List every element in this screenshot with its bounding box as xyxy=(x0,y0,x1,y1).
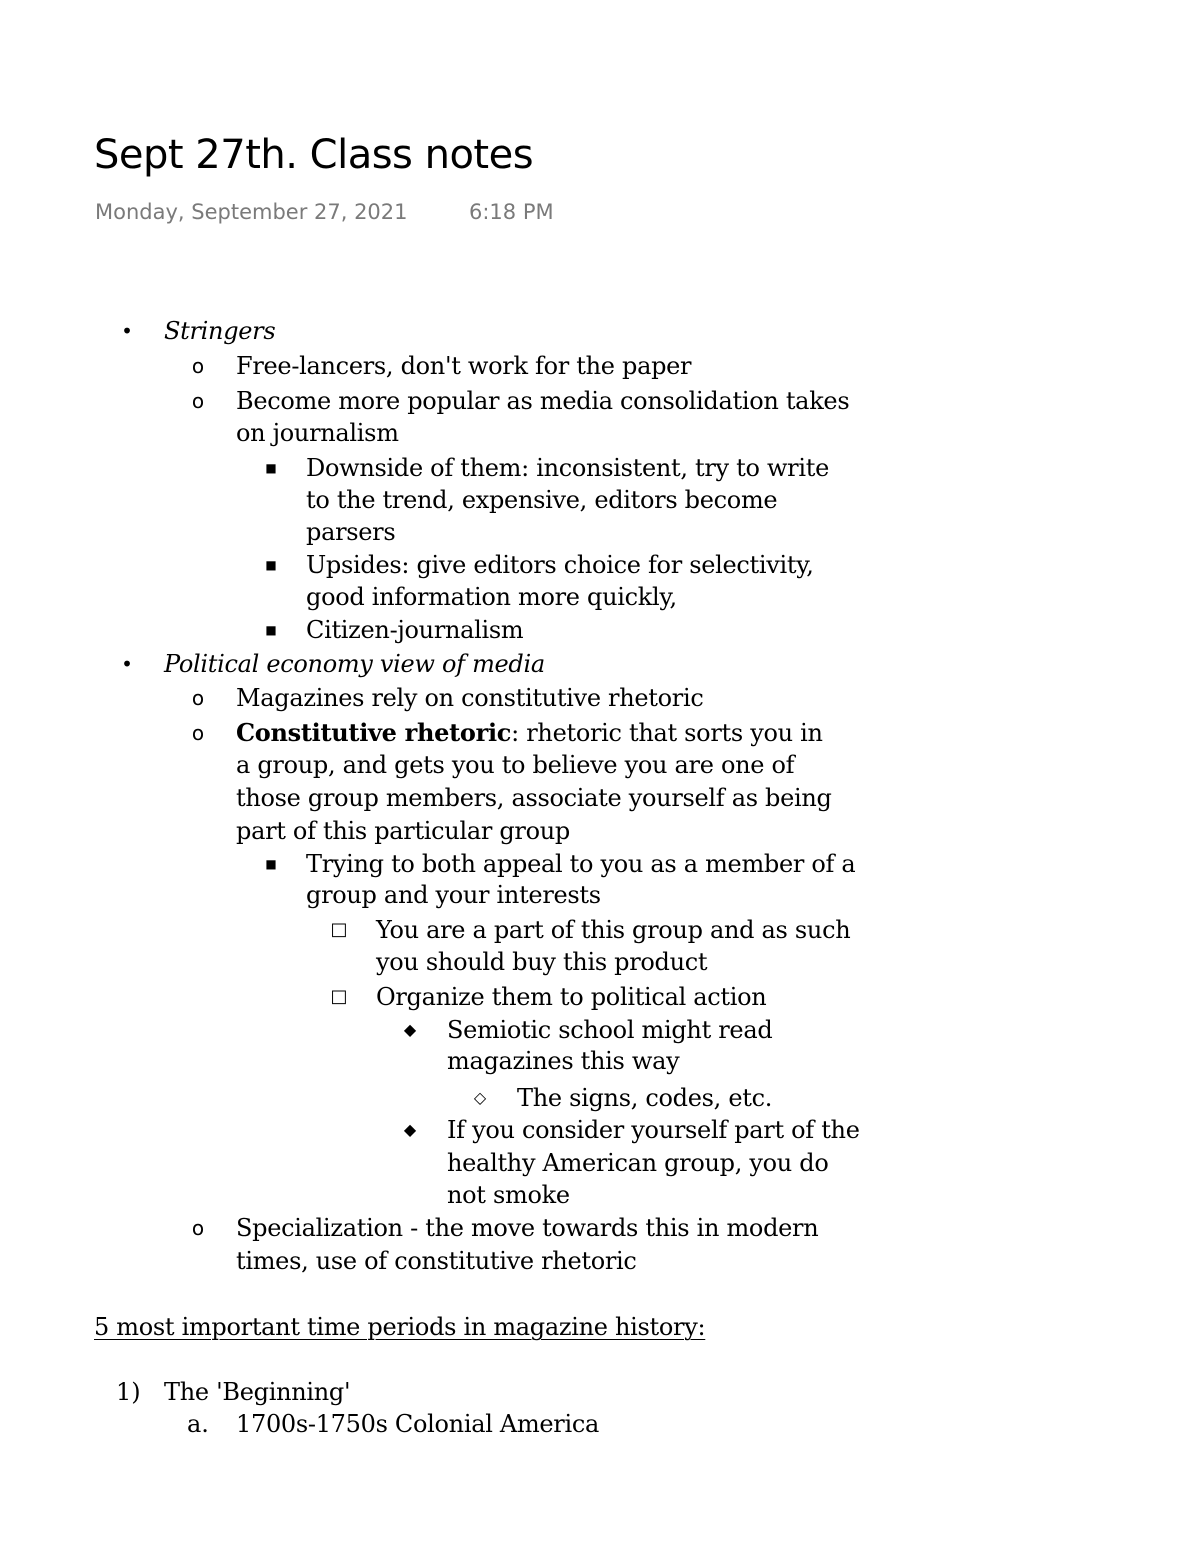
list-number: 1) xyxy=(116,1378,141,1406)
list-item: Political economy view of media xyxy=(164,650,545,678)
list-item-continuation: healthy American group, you do xyxy=(447,1149,829,1177)
hollow-circle-icon: o xyxy=(191,1216,205,1240)
list-item: Magazines rely on constitutive rhetoric xyxy=(236,684,704,712)
list-item-continuation: part of this particular group xyxy=(236,817,570,845)
list-item: Free-lancers, don't work for the paper xyxy=(236,352,692,380)
hollow-square-icon: □ xyxy=(330,986,348,1007)
list-item: The signs, codes, etc. xyxy=(517,1084,773,1112)
hollow-circle-icon: o xyxy=(191,389,205,413)
list-item: Organize them to political action xyxy=(376,983,767,1011)
list-item-continuation: parsers xyxy=(306,518,396,546)
list-item-continuation: to the trend, expensive, editors become xyxy=(306,486,778,514)
list-item: The 'Beginning' xyxy=(164,1378,351,1406)
filled-diamond-icon: ◆ xyxy=(403,1020,417,1039)
constitutive-rhetoric-definition: : rhetoric that sorts you in xyxy=(511,719,823,747)
hollow-circle-icon: o xyxy=(191,721,205,745)
list-item: Specialization - the move towards this in modern xyxy=(236,1214,819,1242)
list-item: You are a part of this group and as such xyxy=(376,916,851,944)
note-time: 6:18 PM xyxy=(469,200,554,224)
list-item-continuation: a group, and gets you to believe you are one of xyxy=(236,751,795,779)
list-item-continuation: group and your interests xyxy=(306,881,601,909)
bullet-dot-icon: • xyxy=(121,319,133,343)
list-item: Become more popular as media consolidation takes xyxy=(236,387,850,415)
list-item xyxy=(236,718,823,748)
filled-square-icon: ■ xyxy=(265,857,277,871)
list-item: If you consider yourself part of the xyxy=(447,1116,860,1144)
list-item-continuation: not smoke xyxy=(447,1181,570,1209)
list-item-continuation: good information more quickly, xyxy=(306,583,677,611)
list-item: Citizen-journalism xyxy=(306,616,524,644)
list-item-continuation: you should buy this product xyxy=(376,948,708,976)
section-heading: 5 most important time periods in magazine history: xyxy=(94,1313,706,1341)
bullet-dot-icon: • xyxy=(121,652,133,676)
note-date: Monday, September 27, 2021 xyxy=(95,200,408,224)
filled-square-icon: ■ xyxy=(265,558,277,572)
list-item-continuation: times, use of constitutive rhetoric xyxy=(236,1247,637,1275)
list-item-continuation: on journalism xyxy=(236,419,399,447)
constitutive-rhetoric-term: Constitutive rhetoric xyxy=(236,718,512,747)
hollow-circle-icon: o xyxy=(191,354,205,378)
filled-square-icon: ■ xyxy=(265,461,277,475)
list-item-continuation: magazines this way xyxy=(447,1047,680,1075)
list-item: Trying to both appeal to you as a member of a xyxy=(306,850,856,878)
hollow-circle-icon: o xyxy=(191,686,205,710)
filled-diamond-icon: ◆ xyxy=(403,1120,417,1139)
list-item: Stringers xyxy=(164,317,276,345)
hollow-square-icon: □ xyxy=(330,919,348,940)
list-item: 1700s-1750s Colonial America xyxy=(236,1410,600,1438)
page-title: Sept 27th. Class notes xyxy=(94,132,534,178)
list-letter: a. xyxy=(187,1410,209,1438)
filled-square-icon: ■ xyxy=(265,623,277,637)
list-item: Semiotic school might read xyxy=(447,1016,773,1044)
hollow-diamond-icon: ◇ xyxy=(473,1088,487,1107)
list-item: Upsides: give editors choice for selectivity, xyxy=(306,551,814,579)
list-item: Downside of them: inconsistent, try to write xyxy=(306,454,829,482)
list-item-continuation: those group members, associate yourself as being xyxy=(236,784,832,812)
